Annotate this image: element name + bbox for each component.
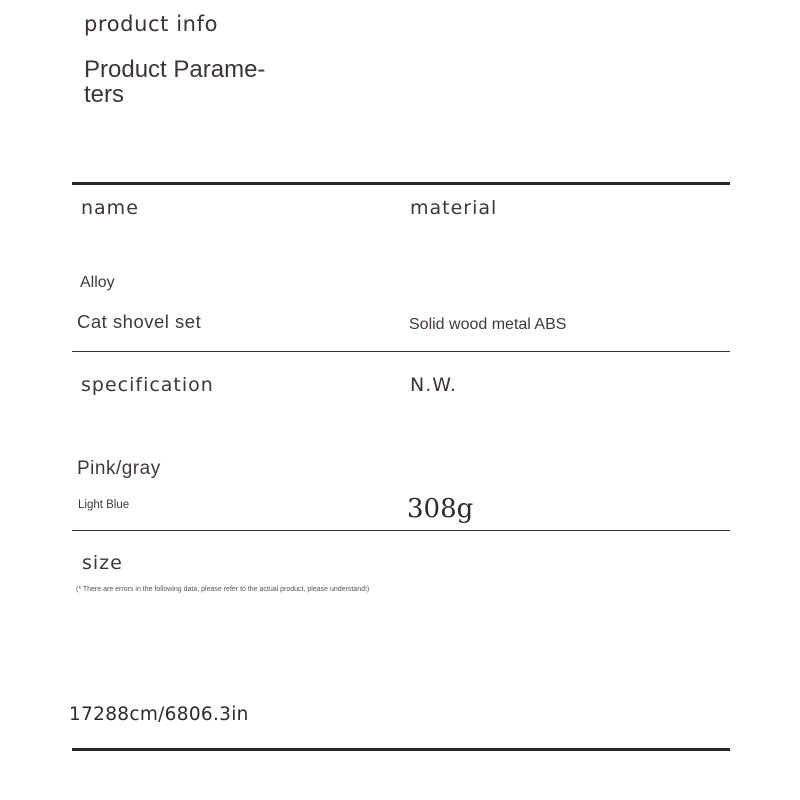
name-label: name	[81, 197, 139, 219]
row-divider-1	[72, 351, 730, 352]
name-value-alloy: Alloy	[80, 274, 115, 291]
specification-value-variant: Light Blue	[78, 499, 130, 511]
section-subtitle: Product Parame-ters	[84, 56, 266, 108]
size-disclaimer: (* There are errors in the following data, please refer to the actual product, please understand!)	[76, 586, 370, 593]
weight-label: N.W.	[410, 374, 457, 396]
material-value: Solid wood metal ABS	[409, 316, 567, 333]
weight-value: 308g	[407, 494, 474, 524]
specification-value-color: Pink/gray	[77, 458, 161, 479]
material-label: material	[410, 197, 498, 219]
row-divider-2	[72, 530, 730, 531]
bottom-divider	[72, 748, 730, 751]
top-divider	[72, 182, 730, 185]
size-label: size	[82, 552, 123, 574]
specification-label: specification	[81, 374, 214, 396]
size-value: 17288cm/6806.3in	[69, 704, 249, 725]
name-value-product: Cat shovel set	[77, 311, 202, 332]
page-title: product info	[84, 12, 219, 36]
